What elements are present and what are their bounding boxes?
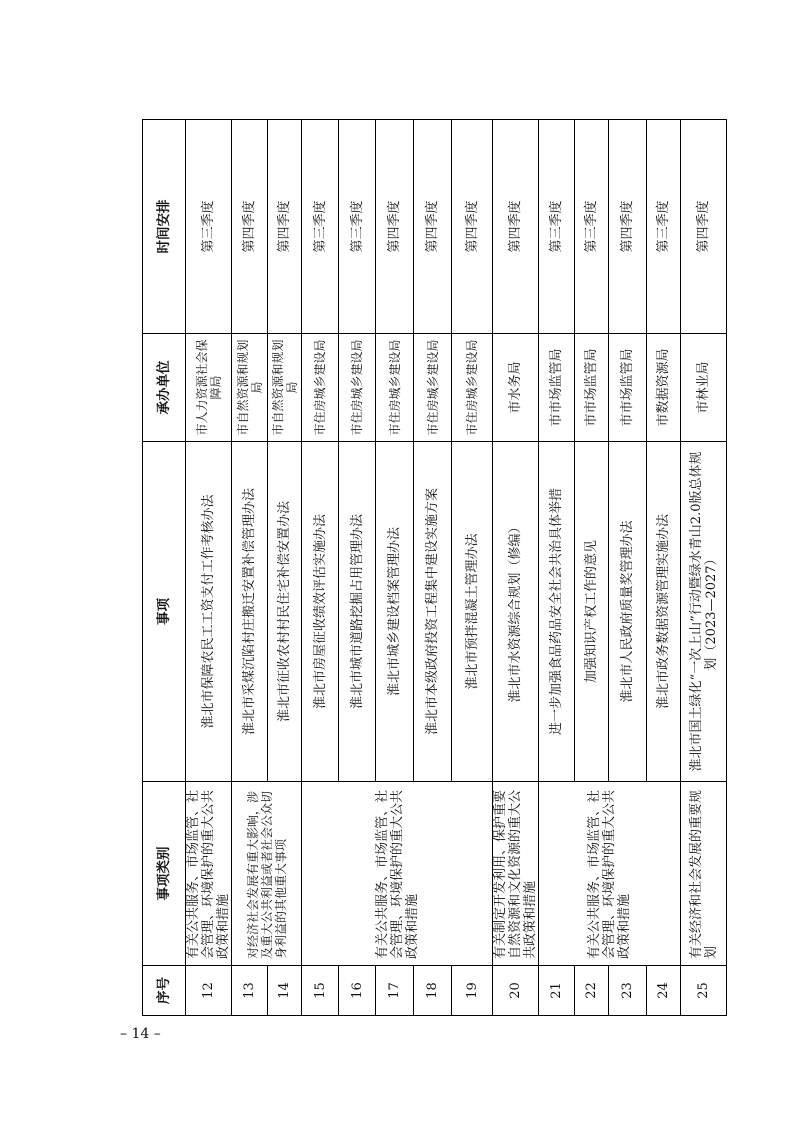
row-time: 第三季度 <box>539 120 575 334</box>
row-unit: 市林业局 <box>681 334 727 442</box>
row-time: 第四季度 <box>376 120 414 334</box>
row-item: 加强知识产权工作的意见 <box>575 442 609 782</box>
row-unit: 市数据资源局 <box>647 334 681 442</box>
row-seq: 18 <box>414 966 452 1016</box>
row-time: 第四季度 <box>414 120 452 334</box>
row-item: 淮北市城市道路挖掘占用管理办法 <box>339 442 376 782</box>
row-item: 淮北市征收农村村民住宅补偿安置办法 <box>268 442 302 782</box>
row-seq: 19 <box>452 966 493 1016</box>
header-seq: 序号 <box>143 966 186 1016</box>
row-item: 淮北市保障农民工工资支付工作考核办法 <box>186 442 232 782</box>
row-category: 有关经济和社会发展的重要规划 <box>681 782 727 966</box>
row-unit: 市市场监管局 <box>539 334 575 442</box>
row-seq: 14 <box>268 966 302 1016</box>
row-unit: 市市场监管局 <box>575 334 609 442</box>
row-category: 有关制定开发利用、保护重要自然资源和文化资源的重大公共政策和措施 <box>493 782 539 966</box>
row-unit: 市市场监管局 <box>609 334 647 442</box>
table-row <box>539 120 575 1016</box>
row-seq: 20 <box>493 966 539 1016</box>
row-item: 进一步加强食品药品安全社会共治具体举措 <box>539 442 575 782</box>
row-time: 第四季度 <box>268 120 302 334</box>
page-number: – 14 – <box>120 1026 161 1042</box>
row-seq: 24 <box>647 966 681 1016</box>
row-item: 淮北市本级政府投资工程集中建设实施方案 <box>414 442 452 782</box>
header-unit: 承办单位 <box>143 334 186 442</box>
row-item: 淮北市采煤沉陷村庄搬迁安置补偿管理办法 <box>232 442 268 782</box>
row-unit: 市住房城乡建设局 <box>339 334 376 442</box>
row-unit: 市住房城乡建设局 <box>414 334 452 442</box>
row-unit: 市人力资源社会保障局 <box>186 334 232 442</box>
row-time: 第四季度 <box>452 120 493 334</box>
header-category: 事项类别 <box>143 782 186 966</box>
row-item: 淮北市国土绿化“一次上山”行动暨绿水青山2.0版总体规划（2023—2027） <box>681 442 727 782</box>
row-unit: 市住房城乡建设局 <box>302 334 339 442</box>
row-category: 有关公共服务、市场监管、社会管理、环境保护的重大公共政策和措施 <box>186 782 232 966</box>
row-unit: 市住房城乡建设局 <box>376 334 414 442</box>
row-item: 淮北市城乡建设档案管理办法 <box>376 442 414 782</box>
row-time: 第四季度 <box>609 120 647 334</box>
row-seq: 23 <box>609 966 647 1016</box>
table-header-row <box>143 120 186 1016</box>
header-time: 时间安排 <box>143 120 186 334</box>
row-unit: 市自然资源和规划局 <box>232 334 268 442</box>
row-seq: 12 <box>186 966 232 1016</box>
table-container <box>142 120 719 1016</box>
row-time: 第三季度 <box>302 120 339 334</box>
rotated-table-area <box>142 120 719 1016</box>
table-row <box>493 120 539 1016</box>
row-item: 淮北市政务数据资源管理实施办法 <box>647 442 681 782</box>
row-unit: 市水务局 <box>493 334 539 442</box>
row-time: 第四季度 <box>681 120 727 334</box>
row-item: 淮北市人民政府质量奖管理办法 <box>609 442 647 782</box>
row-time: 第三季度 <box>647 120 681 334</box>
row-item: 淮北市房屋征收绩效评估实施办法 <box>302 442 339 782</box>
row-unit: 市自然资源和规划局 <box>268 334 302 442</box>
row-time: 第三季度 <box>339 120 376 334</box>
row-category: 有关公共服务、市场监管、社会管理、环境保护的重大公共政策和措施 <box>539 782 681 966</box>
row-seq: 13 <box>232 966 268 1016</box>
row-seq: 21 <box>539 966 575 1016</box>
table-row <box>681 120 727 1016</box>
row-time: 第三季度 <box>186 120 232 334</box>
row-time: 第三季度 <box>575 120 609 334</box>
header-item: 事项 <box>143 442 186 782</box>
row-seq: 16 <box>339 966 376 1016</box>
row-seq: 22 <box>575 966 609 1016</box>
table-row <box>302 120 339 1016</box>
table-row <box>232 120 268 1016</box>
row-time: 第四季度 <box>493 120 539 334</box>
row-category: 对经济社会发展有重大影响，涉及重大公共利益或者社会公众切身利益的其他重大事项 <box>232 782 302 966</box>
row-seq: 17 <box>376 966 414 1016</box>
row-unit: 市住房城乡建设局 <box>452 334 493 442</box>
table-row <box>186 120 232 1016</box>
row-category: 有关公共服务、市场监管、社会管理、环境保护的重大公共政策和措施 <box>302 782 493 966</box>
row-time: 第四季度 <box>232 120 268 334</box>
row-item: 淮北市水资源综合规划（修编） <box>493 442 539 782</box>
row-seq: 25 <box>681 966 727 1016</box>
row-item: 淮北市预拌混凝土管理办法 <box>452 442 493 782</box>
row-seq: 15 <box>302 966 339 1016</box>
affairs-table <box>142 119 727 1016</box>
